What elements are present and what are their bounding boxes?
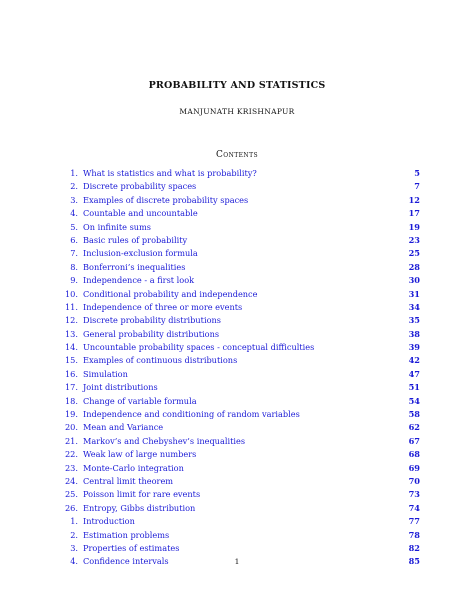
toc-entry-number: 1. [70,516,78,527]
toc-entry-link[interactable]: Bonferroni’s inequalities [83,261,186,272]
toc-entry-link[interactable]: Independence of three or more events [83,301,243,312]
toc-entry-page: 12 [408,194,420,205]
toc-entry-link[interactable]: Conditional probability and independence [83,288,258,299]
toc-entry-link[interactable]: Entropy, Gibbs distribution [83,502,196,513]
toc-entry-link[interactable]: Examples of continuous distributions [83,355,238,366]
toc-entry[interactable] [62,328,420,341]
toc-entry-number: 9. [70,275,78,286]
toc-entry-page: 68 [408,449,420,460]
toc-entry[interactable] [62,234,420,247]
toc-entry-number: 2. [70,529,78,540]
toc-entry[interactable] [62,408,420,421]
toc-entry-link[interactable]: Discrete probability spaces [83,181,197,192]
toc-entry-number: 8. [70,261,78,272]
toc-entry[interactable] [62,488,420,501]
toc-entry[interactable] [62,395,420,408]
toc-entry-link[interactable]: Basic rules of probability [83,234,188,245]
toc-entry-number: 24. [64,475,78,486]
toc-entry-number: 14. [64,342,78,353]
toc-entry[interactable] [62,435,420,448]
toc-entry-page: 70 [408,475,420,486]
document-author: MANJUNATH KRISHNAPUR [179,107,295,116]
toc-entry-number: 16. [64,368,78,379]
toc-entry-page: 35 [408,315,420,326]
toc-entry[interactable] [62,314,420,327]
toc-entry-link[interactable]: Uncountable probability spaces - conceptual difficulties [83,342,315,353]
toc-entry-page: 17 [408,208,420,219]
toc-entry-link[interactable]: Discrete probability distributions [83,315,222,326]
document-title: PROBABILITY AND STATISTICS [148,80,326,91]
toc-entry-link[interactable]: Weak law of large numbers [83,449,197,460]
toc-entry[interactable] [62,180,420,193]
toc-entry-link[interactable]: Simulation [83,368,128,379]
toc-entry[interactable] [62,261,420,274]
toc-entry-page: 25 [408,248,420,259]
toc-entry-link[interactable]: What is statistics and what is probability? [83,168,257,178]
toc-entry-link[interactable]: Mean and Variance [83,422,164,433]
table-of-contents [62,167,420,569]
toc-entry[interactable] [62,381,420,394]
toc-entry[interactable] [62,341,420,354]
toc-entry[interactable] [62,515,420,528]
toc-entry-number: 22. [64,449,78,460]
toc-entry-page: 38 [408,328,420,339]
toc-entry-number: 26. [64,502,78,513]
toc-entry-link[interactable]: Joint distributions [83,382,158,393]
toc-entry-number: 20. [64,422,78,433]
toc-entry-page: 51 [408,382,420,393]
toc-entry-link[interactable]: Estimation problems [83,529,170,540]
toc-entry-page: 31 [408,288,420,299]
toc-entry-page: 5 [414,168,420,178]
toc-entry-page: 82 [408,542,420,553]
toc-entry-link[interactable]: Independence and conditioning of random variables [83,409,300,420]
toc-entry-page: 77 [408,516,420,527]
toc-entry[interactable] [62,368,420,381]
toc-entry-link[interactable]: Inclusion-exclusion formula [83,248,198,259]
toc-entry-link[interactable]: Properties of estimates [83,542,180,553]
toc-entry-number: 19. [64,409,78,420]
toc-entry-link[interactable]: Monte-Carlo integration [83,462,184,473]
toc-entry-number: 3. [70,194,78,205]
toc-entry[interactable] [62,475,420,488]
toc-entry-link[interactable]: On infinite sums [83,221,152,232]
toc-entry-page: 74 [408,502,420,513]
toc-entry[interactable] [62,542,420,555]
toc-entry-page: 42 [408,355,420,366]
toc-entry-number: 12. [64,315,78,326]
toc-entry-page: 62 [408,422,420,433]
toc-entry-page: 67 [408,435,420,446]
toc-entry[interactable] [62,274,420,287]
toc-entry-page: 28 [408,261,420,272]
toc-entry-number: 18. [64,395,78,406]
toc-entry-number: 5. [70,221,78,232]
toc-entry[interactable] [62,301,420,314]
toc-entry-page: 69 [408,462,420,473]
toc-entry-link[interactable]: Independence - a first look [83,275,195,286]
contents-heading: Contents [216,150,258,160]
page-number: 1 [234,557,240,566]
toc-entry-link[interactable]: Markov’s and Chebyshev’s inequalities [83,435,246,446]
toc-entry-link[interactable]: Central limit theorem [83,475,174,486]
toc-entry[interactable] [62,167,420,180]
toc-entry-number: 13. [64,328,78,339]
toc-entry-link[interactable]: Confidence intervals [83,556,169,567]
toc-entry-number: 21. [64,435,78,446]
toc-entry-page: 47 [408,368,420,379]
toc-entry[interactable] [62,448,420,461]
toc-entry-link[interactable]: Introduction [83,516,135,527]
toc-entry-link[interactable]: Change of variable formula [83,395,197,406]
toc-entry-page: 85 [408,556,420,567]
toc-entry-link[interactable]: Examples of discrete probability spaces [83,194,249,205]
toc-entry-number: 17. [64,382,78,393]
toc-entry-number: 3. [70,542,78,553]
toc-entry-number: 6. [70,234,78,245]
toc-entry-page: 58 [408,409,420,420]
toc-entry[interactable] [62,354,420,367]
toc-entry-number: 2. [70,181,78,192]
toc-entry-number: 7. [70,248,78,259]
toc-entry-link[interactable]: General probability distributions [83,328,220,339]
toc-entry[interactable] [62,529,420,542]
toc-entry-page: 78 [408,529,420,540]
toc-entry[interactable] [62,462,420,475]
toc-entry-page: 39 [408,342,420,353]
toc-entry-number: 4. [70,556,78,567]
toc-entry[interactable] [62,221,420,234]
toc-entry[interactable] [62,194,420,207]
toc-entry[interactable] [62,207,420,220]
toc-entry-number: 15. [64,355,78,366]
toc-entry-link[interactable]: Countable and uncountable [83,208,198,219]
toc-entry-page: 34 [408,301,420,312]
toc-entry-number: 25. [64,489,78,500]
toc-entry[interactable] [62,247,420,260]
toc-entry-page: 30 [408,275,420,286]
toc-entry-number: 4. [70,208,78,219]
toc-entry-number: 23. [64,462,78,473]
toc-entry-page: 7 [414,181,420,192]
toc-entry[interactable] [62,502,420,515]
toc-entry-number: 1. [70,168,78,178]
toc-entry-number: 11. [64,301,78,312]
toc-entry-page: 54 [408,395,420,406]
toc-entry[interactable] [62,421,420,434]
toc-entry-page: 23 [408,234,420,245]
toc-entry-link[interactable]: Poisson limit for rare events [83,489,201,500]
toc-entry[interactable] [62,288,420,301]
toc-entry-page: 73 [408,489,420,500]
toc-entry-page: 19 [408,221,420,232]
toc-entry-number: 10. [64,288,78,299]
